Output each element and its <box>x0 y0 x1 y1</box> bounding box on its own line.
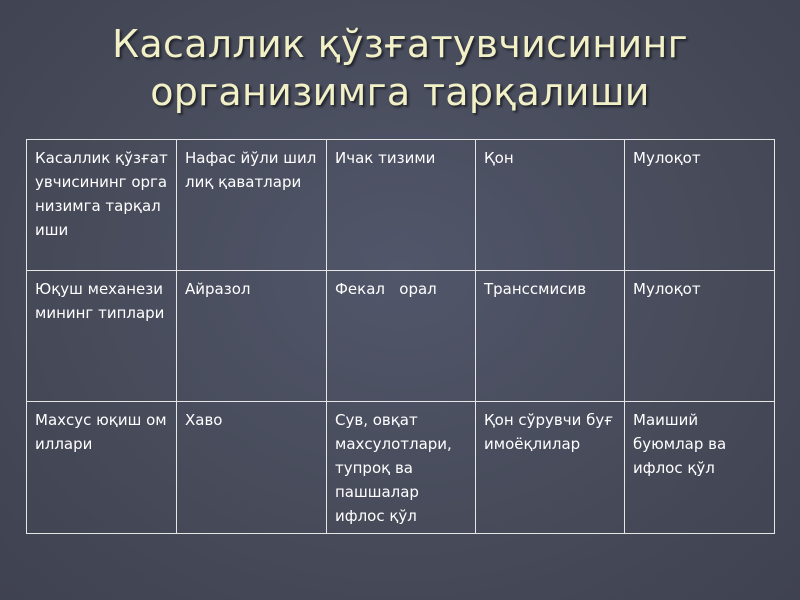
table-cell: Касаллик қўзғатувчисининг организимга тарқалиши <box>27 140 177 271</box>
table-cell: Маиший буюмлар ва ифлос қўл <box>625 402 775 534</box>
slide-title-line-2: организимга тарқалиши <box>150 70 650 114</box>
table-row <box>27 271 775 402</box>
table-cell: Мулоқот <box>625 271 775 402</box>
table-cell: Фекал орал <box>327 271 476 402</box>
table-cell: Айразол <box>177 271 327 402</box>
table-cell: Ичак тизими <box>327 140 476 271</box>
table-row <box>27 140 775 271</box>
table-cell: Хаво <box>177 402 327 534</box>
table-cell: Юқуш механезимининг типлари <box>27 271 177 402</box>
table-cell: Мулоқот <box>625 140 775 271</box>
table-cell: Махсус юқиш омиллари <box>27 402 177 534</box>
slide-title-line-1: Касаллик қўзғатувчисининг <box>112 22 688 66</box>
table-cell: Нафас йўли шиллиқ қаватлари <box>177 140 327 271</box>
slide-title <box>0 20 800 116</box>
table-cell: Қон <box>476 140 625 271</box>
table-cell: Сув, овқат махсулотлари, тупроқ ва пашшалар ифлос қўл <box>327 402 476 534</box>
table-cell: Трансcмисив <box>476 271 625 402</box>
table-cell: Қон сўрувчи буғимоёқлилар <box>476 402 625 534</box>
table-row <box>27 402 775 534</box>
transmission-table <box>26 139 775 534</box>
